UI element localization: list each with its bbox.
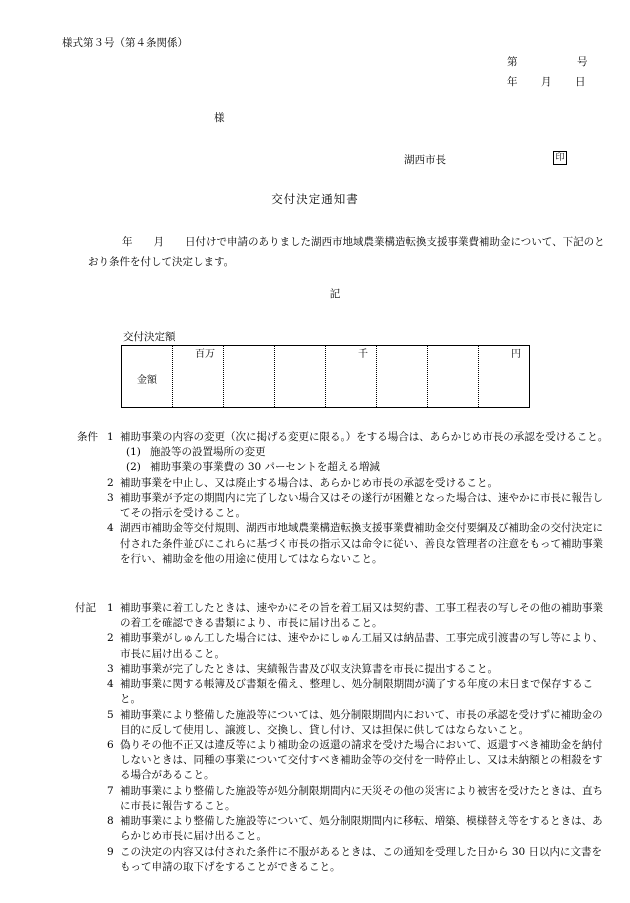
amount-cell-yen [479, 346, 530, 408]
condition-item [62, 521, 610, 567]
note-number: 3 [107, 662, 114, 675]
note-item [62, 814, 610, 844]
amount-row-label-cell [122, 346, 173, 408]
intro-paragraph: 年 月 日付けで申請のありました湖西市地域農業構造転換支援事業費補助金について、下記のとおり条件を付して決定します。 [88, 236, 605, 268]
note-number: 7 [107, 784, 114, 797]
amount-cell [377, 346, 428, 408]
date-day: 日 [575, 76, 586, 88]
date-year: 年 [507, 76, 518, 88]
notes-label: 付記 [75, 602, 96, 614]
amount-cell [224, 346, 275, 408]
note-text: 偽りその他不正又は違反等により補助金の返還の請求を受けた場合において、返還すべき補助金を納付しないときは、同種の事業について交付すべき補助金等の交付を一時停止し、又は未納額との相殺をする場合があること。 [120, 738, 603, 782]
condition-sub-number: (2) [126, 461, 141, 474]
form-number: 様式第３号（第４条関係） [62, 37, 188, 49]
condition-text: 湖西市補助金等交付規則、湖西市地域農業構造転換支援事業費補助金交付要綱及び補助金の交付決定に付された条件並びにこれらに基づく市長の指示又は命令に従い、善良な管理者の注意をもって補助事業を行い、補助金を他の用途に使用してはならないこと。 [120, 522, 603, 565]
note-number: 5 [107, 708, 114, 721]
condition-sub-text: 施設等の設置場所の変更 [150, 446, 266, 459]
amount-row-label: 金額 [137, 375, 157, 386]
doc-number-prefix: 第 [507, 56, 518, 68]
issuer-name: 湖西市長 [404, 154, 446, 166]
note-item [62, 708, 610, 738]
unit-yen: 円 [511, 349, 521, 360]
doc-number-suffix: 号 [577, 56, 588, 68]
amount-cell-thousands [326, 346, 377, 408]
note-text: 補助事業に関する帳簿及び書類を備え、整理し、処分制限期間が満了する年度の末日まで保存すること。 [120, 678, 594, 706]
note-item [62, 601, 610, 631]
ki-heading: 記 [329, 288, 341, 300]
note-number: 8 [107, 815, 114, 828]
condition-item [62, 430, 610, 445]
note-text: この決定の内容又は付された条件に不服があるときは、この通知を受理した日から 30 日以内に文書をもって申請の取下げをすることができること。 [120, 845, 603, 873]
condition-item [62, 476, 610, 491]
note-item [62, 677, 610, 707]
page-title: 交付決定通知書 [271, 192, 359, 206]
note-item [62, 738, 610, 784]
note-number: 2 [107, 632, 114, 645]
note-item [62, 784, 610, 814]
condition-number: 1 [107, 431, 114, 443]
condition-text: 補助事業が予定の期間内に完了しない場合又はその遂行が困難となった場合は、速やかに市長に報告してその指示を受けること。 [120, 491, 603, 520]
condition-number: 2 [107, 476, 114, 489]
note-text: 補助事業に着工したときは、速やかにその旨を着工届又は契約書、工事工程表の写しその他の補助事業の着工を確認できる書類により、市長に届け出ること。 [120, 602, 603, 630]
seal-stamp: 印 [553, 151, 567, 165]
note-item [62, 631, 610, 661]
conditions-label: 条件 [77, 431, 98, 443]
note-number: 4 [107, 678, 114, 691]
condition-text: 補助事業を中止し、又は廃止する場合は、あらかじめ市長の承認を受けること。 [120, 476, 498, 489]
conditions-section [62, 430, 610, 567]
amount-cell-millions [173, 346, 224, 408]
condition-sub-number: (1) [126, 446, 141, 459]
condition-text: 補助事業の内容の変更（次に掲げる変更に限る。）をする場合は、あらかじめ市長の承認を受けること。 [120, 431, 609, 443]
note-text: 補助事業により整備した施設等について、処分制限期間内に移転、増築、模様替え等をするときは、あらかじめ市長に届け出ること。 [120, 815, 603, 843]
unit-thousands: 千 [358, 349, 368, 360]
condition-sub-text: 補助事業の事業費の 30 パーセントを超える増減 [150, 461, 380, 474]
condition-sub-item [120, 445, 610, 460]
date-month: 月 [541, 76, 552, 88]
note-text: 補助事業が完了したときは、実績報告書及び収支決算書を市長に提出すること。 [120, 662, 498, 675]
note-number: 1 [107, 602, 114, 614]
amount-table [121, 345, 530, 408]
note-text: 補助事業がしゅん工した場合には、速やかにしゅん工届又は納品書、工事完成引渡書の写し等により、市長に届け出ること。 [120, 632, 603, 660]
condition-number: 3 [107, 491, 114, 504]
condition-number: 4 [107, 522, 114, 535]
unit-millions: 百万 [195, 349, 215, 360]
condition-sub-item [120, 460, 610, 475]
note-number: 9 [107, 845, 114, 858]
addressee-suffix: 様 [214, 112, 225, 124]
condition-item [62, 491, 610, 521]
amount-cell [428, 346, 479, 408]
note-number: 6 [107, 738, 114, 751]
note-item [62, 845, 610, 875]
note-text: 補助事業により整備した施設等については、処分制限期間内において、市長の承認を受けずに補助金の目的に反して使用し、譲渡し、交換し、貸し付け、又は担保に供してはならないこと。 [120, 708, 603, 736]
note-text: 補助事業により整備した施設等が処分制限期間内に天災その他の災害により被害を受けたときは、直ちに市長に報告すること。 [120, 784, 603, 812]
note-item [62, 662, 610, 677]
notes-section [62, 601, 610, 875]
amount-cell [275, 346, 326, 408]
amount-label: 交付決定額 [123, 331, 176, 343]
